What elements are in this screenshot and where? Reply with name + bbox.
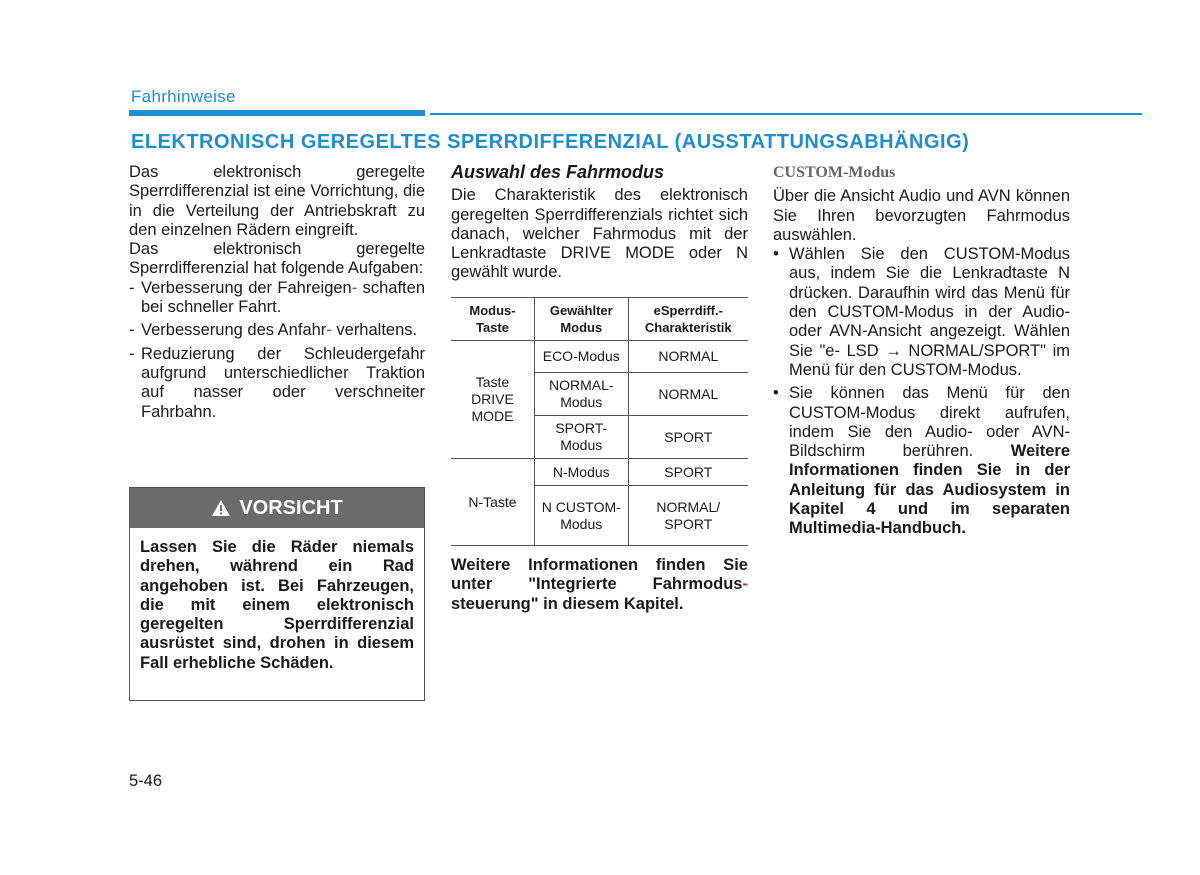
caution-title: VORSICHT [239, 496, 343, 519]
caution-text: Lassen Sie die Räder niemals drehen, während ein Rad angehoben ist. Bei Fahrzeugen, die mit einem elektronisch geregelten Sperrdifferenzial ausrüstet sind, drohen in diesem Fall erhebliche Schäden. [140, 538, 414, 672]
custom-mode-list [773, 245, 1070, 538]
custom-mode-intro: Über die Ansicht Audio und AVN können Sie Ihren bevorzugten Fahrmodus auswählen. [773, 187, 1070, 244]
table-header: Modus-Taste [451, 298, 534, 341]
header-rule-thick [129, 110, 425, 116]
list-item: - Verbesserung der Fahreigen- schaften bei schneller Fahrt. [129, 279, 425, 318]
list-item: • Sie können das Menü für den CUSTOM-Modus direkt aufrufen, indem Sie den Audio- oder AVN-Bildschirm berühren. Weitere Informationen finden Sie in der Anleitung für das Audiosystem in Kapitel 4 und im separaten Multimedia-Handbuch. [773, 384, 1070, 538]
intro-paragraph: Das elektronisch geregelte Sperrdifferenzial ist eine Vorrichtung, die in die Verteilung der Antriebskraft zu den einzelnen Rädern eingreift. [129, 163, 425, 239]
drive-mode-note: Weitere Informationen finden Sie unter "Integrierte Fahrmodus- steuerung" in diesem Kapitel. [451, 556, 748, 613]
page-number: 5-46 [129, 772, 163, 790]
list-item: - Verbesserung des Anfahr- verhaltens. [129, 321, 425, 340]
table-cell: NORMAL-Modus [534, 373, 628, 416]
column-right [773, 163, 1070, 539]
caution-header [130, 488, 424, 528]
table-cell: N-Modus [534, 459, 628, 486]
caution-box [129, 487, 425, 701]
list-item: - Reduzierung der Schleudergefahr aufgrund unterschiedlicher Traktion auf nasser oder verschneiter Fahrbahn. [129, 345, 425, 422]
table-cell: ECO-Modus [534, 341, 628, 373]
table-cell: Taste DRIVE MODE [451, 341, 534, 459]
table-row [451, 459, 748, 486]
table-cell: SPORT [628, 459, 748, 486]
tasks-intro: Das elektronisch geregelte Sperrdifferenzial hat folgende Aufgaben: [129, 240, 425, 278]
column-middle [451, 163, 748, 283]
list-item: • Wählen Sie den CUSTOM-Modus aus, indem Sie die Lenkradtaste N drücken. Daraufhin wird das Menü für den CUSTOM-Modus in der Audio- oder AVN-Ansicht angezeigt. Wählen Sie "e- LSD → NORMAL/SPORT" im Menü für den CUSTOM-Modus. [773, 245, 1070, 380]
page-title: ELEKTRONISCH GEREGELTES SPERRDIFFERENZIAL (AUSSTATTUNGSABHÄNGIG) [131, 131, 970, 153]
table-cell: SPORT-Modus [534, 416, 628, 459]
drive-mode-heading: Auswahl des Fahrmodus [451, 162, 665, 182]
table-cell: NORMAL [628, 341, 748, 373]
table-cell: N CUSTOM-Modus [534, 486, 628, 546]
custom-mode-heading: CUSTOM-Modus [773, 164, 896, 181]
tasks-list [129, 279, 425, 422]
table-cell: SPORT [628, 416, 748, 459]
header-rule-thin [430, 113, 1142, 115]
table-row [451, 341, 748, 373]
mode-table [451, 297, 748, 546]
table-header: eSperrdiff.-Charakteristik [628, 298, 748, 341]
table-cell: NORMAL [628, 373, 748, 416]
table-header: Gewählter Modus [534, 298, 628, 341]
drive-mode-paragraph: Die Charakteristik des elektronisch geregelten Sperrdifferenzials richtet sich danach, welcher Fahrmodus mit der Lenkradtaste DRIVE MODE oder N gewählt wurde. [451, 186, 748, 282]
section-label: Fahrhinweise [131, 87, 236, 106]
table-cell: NORMAL/ SPORT [628, 486, 748, 546]
table-cell: N-Taste [451, 459, 534, 546]
column-left [129, 163, 425, 422]
warning-triangle-icon [211, 499, 231, 517]
